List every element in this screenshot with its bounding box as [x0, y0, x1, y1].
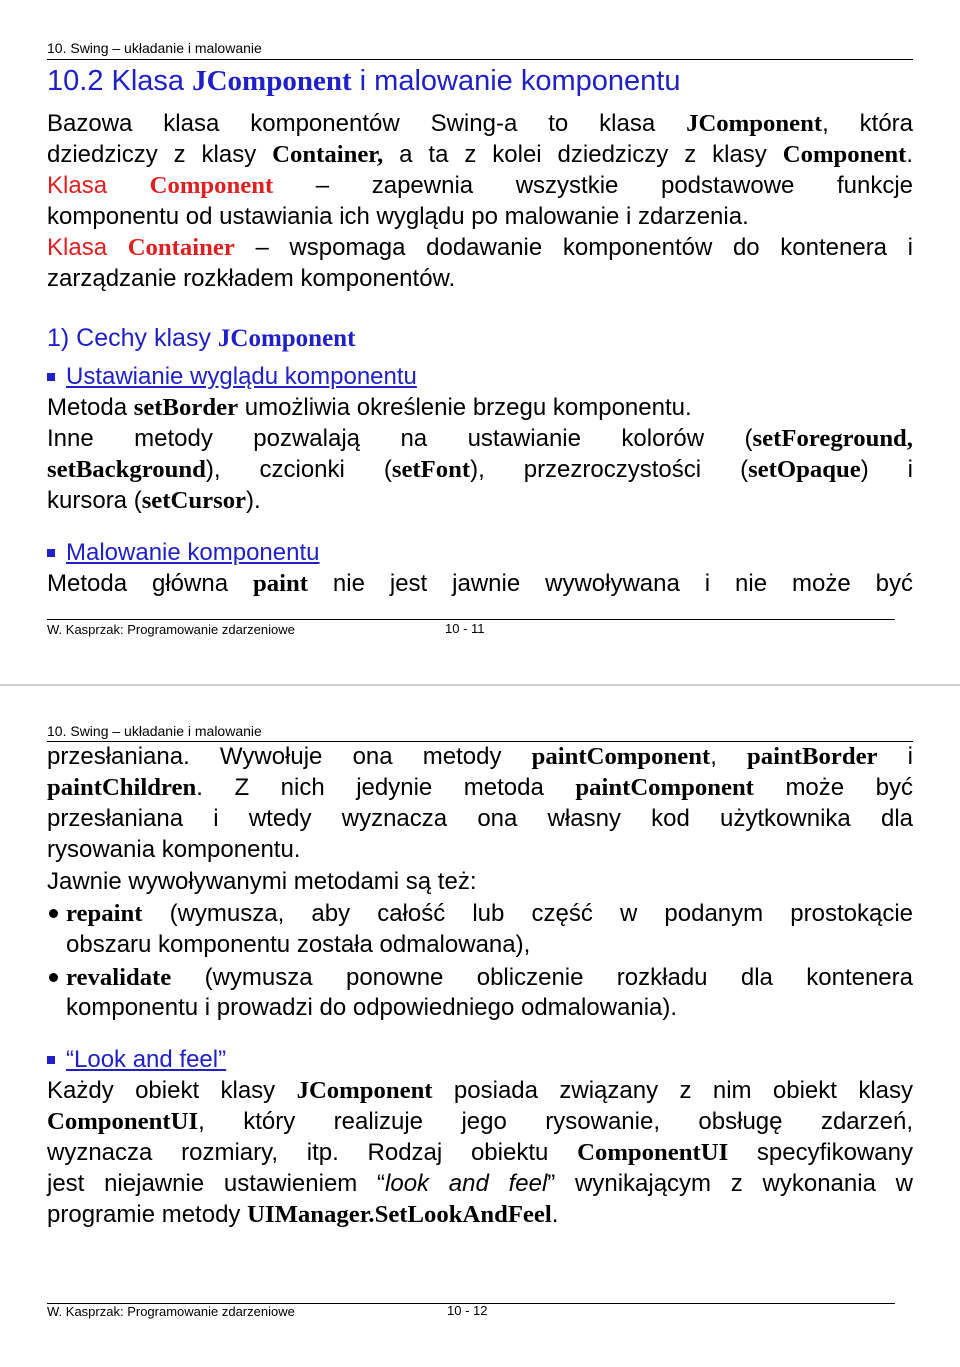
code-componentui: ComponentUI: [47, 1108, 199, 1135]
italic-text: look and feel: [385, 1170, 548, 1197]
text: posiada związany z nim obiekt klasy: [432, 1077, 913, 1104]
text: . Z nich jedynie metoda: [196, 774, 576, 801]
code-setborder: setBorder: [133, 394, 239, 421]
text: przesłaniana. Wywołuje ona metody: [47, 743, 532, 770]
text: .: [906, 141, 914, 168]
footer-rule: [47, 619, 895, 620]
text: (wymusza, aby całość lub część w podanym prostokącie: [142, 900, 913, 927]
text: dziedziczy z klasy: [47, 141, 273, 168]
code-jcomponent: JComponent: [686, 110, 823, 137]
text: jest niejawnie ustawieniem “: [47, 1170, 386, 1197]
text: ).: [246, 487, 261, 514]
code-revalidate: revalidate: [66, 964, 172, 991]
para-line-4: rysowania komponentu.: [47, 836, 301, 863]
square-bullet-icon: [47, 549, 55, 557]
text: ), przezroczystości (: [470, 456, 749, 483]
code-uimanager: UIManager.SetLookAndFeel: [247, 1201, 552, 1228]
red-text: Klasa: [47, 172, 150, 199]
text: Metoda: [47, 394, 134, 421]
laf-line-3: [47, 1137, 913, 1168]
intro-line-3: [47, 170, 913, 201]
painting-line-1: [47, 568, 913, 599]
revalidate-line-1: [66, 962, 913, 993]
text: wyznacza rozmiary, itp. Rodzaj obiektu: [47, 1139, 578, 1166]
laf-line-4: [47, 1168, 913, 1199]
code-component-red: Component: [149, 172, 274, 199]
square-bullet-icon: [47, 373, 55, 381]
text: specyfikowany: [728, 1139, 914, 1166]
code-component: Component: [782, 141, 907, 168]
footer-author: W. Kasprzak: Programowanie zdarzeniowe: [47, 1304, 295, 1319]
laf-line-5: [47, 1199, 913, 1230]
intro-line-6: zarządzanie rozkładem komponentów.: [47, 265, 456, 292]
code-paintcomponent: paintComponent: [531, 743, 711, 770]
intro-line-2: [47, 139, 913, 170]
laf-line-1: [47, 1075, 913, 1106]
appearance-line-2: [47, 423, 913, 454]
text: 1) Cechy klasy: [47, 324, 218, 352]
text: ) i: [860, 456, 913, 483]
text: ,: [710, 743, 748, 770]
para-line-3: przesłaniana i wtedy wyznacza ona własny kod użytkownika dla: [47, 805, 913, 832]
code-jcomponent: JComponent: [296, 1077, 433, 1104]
dot-bullet-icon: [49, 973, 58, 982]
text: Inne metody pozwalają na ustawianie kolorów (: [47, 425, 753, 452]
square-bullet-icon: [47, 1056, 55, 1064]
code-setcursor: setCursor: [141, 487, 247, 514]
code-paintcomponent: paintComponent: [575, 774, 754, 801]
subheading-look-and-feel: “Look and feel”: [66, 1046, 227, 1073]
text: ), czcionki (: [205, 456, 392, 483]
revalidate-line-2: komponentu i prowadzi do odpowiedniego odmalowania).: [66, 994, 678, 1021]
text: kursora (: [47, 487, 142, 514]
page-2: [0, 686, 960, 1367]
text: może być: [753, 774, 913, 801]
text: programie metody: [47, 1201, 248, 1228]
text: nie jest jawnie wywoływana i nie może być: [307, 570, 913, 597]
code-setforeground: setForeground,: [752, 425, 913, 452]
appearance-line-3: [47, 454, 913, 485]
text: , która: [822, 110, 914, 137]
code-paint: paint: [252, 570, 308, 597]
code-container-red: Container: [127, 234, 235, 261]
para-line-5: Jawnie wywoływanymi metodami są też:: [47, 868, 477, 895]
text: (wymusza ponowne obliczenie rozkładu dla kontenera: [171, 964, 913, 991]
repaint-line-1: [66, 898, 913, 929]
header-rule: [47, 59, 913, 60]
page-title: [47, 62, 680, 100]
intro-line-5: [47, 232, 913, 263]
text: – zapewnia wszystkie podstawowe funkcje: [273, 172, 914, 199]
title-class-name: JComponent: [192, 65, 352, 97]
code-setfont: setFont: [391, 456, 471, 483]
repaint-line-2: obszaru komponentu została odmalowana),: [66, 931, 531, 958]
code-setopaque: setOpaque: [748, 456, 861, 483]
page-header: 10. Swing – układanie i malowanie: [47, 40, 262, 56]
text: , który realizuje jego rysowanie, obsługę zdarzeń,: [198, 1108, 913, 1135]
code-container: Container,: [272, 141, 384, 168]
code-repaint: repaint: [66, 900, 143, 927]
laf-line-2: [47, 1106, 913, 1137]
dot-bullet-icon: [49, 909, 58, 918]
text: Bazowa klasa komponentów Swing-a to klasa: [47, 110, 687, 137]
code-paintborder: paintBorder: [747, 743, 878, 770]
appearance-line-1: [47, 392, 913, 423]
appearance-line-4: [47, 485, 913, 516]
red-text: Klasa: [47, 234, 128, 261]
page-header: 10. Swing – układanie i malowanie: [47, 723, 262, 739]
section-class-name: JComponent: [217, 325, 356, 352]
title-prefix: 10.2 Klasa: [47, 65, 193, 97]
footer-page-number: 10 - 12: [447, 1303, 488, 1318]
code-componentui: ComponentUI: [577, 1139, 729, 1166]
text: Każdy obiekt klasy: [47, 1077, 297, 1104]
text: umożliwia określenie brzegu komponentu.: [238, 394, 692, 421]
code-paintchildren: paintChildren: [47, 774, 197, 801]
subheading-appearance: Ustawianie wyglądu komponentu: [66, 363, 417, 390]
para-line-2: [47, 772, 913, 803]
text: – wspomaga dodawanie komponentów do kontenera i: [234, 234, 914, 261]
text: ” wynikającym z wykonania w: [547, 1170, 913, 1197]
text: a ta z kolei dziedziczy z klasy: [383, 141, 783, 168]
footer-page-number: 10 - 11: [445, 621, 485, 636]
text: Metoda główna: [47, 570, 253, 597]
subheading-painting: Malowanie komponentu: [66, 539, 320, 566]
title-suffix: i malowanie komponentu: [351, 65, 681, 97]
text: .: [551, 1201, 559, 1228]
para-line-1: [47, 741, 913, 772]
code-setbackground: setBackground: [47, 456, 206, 483]
footer-author: W. Kasprzak: Programowanie zdarzeniowe: [47, 622, 295, 637]
text: i: [877, 743, 914, 770]
section-heading: [47, 322, 355, 355]
intro-line-4: komponentu od ustawiania ich wyglądu po malowanie i zdarzenia.: [47, 203, 749, 230]
intro-line-1: [47, 108, 913, 139]
